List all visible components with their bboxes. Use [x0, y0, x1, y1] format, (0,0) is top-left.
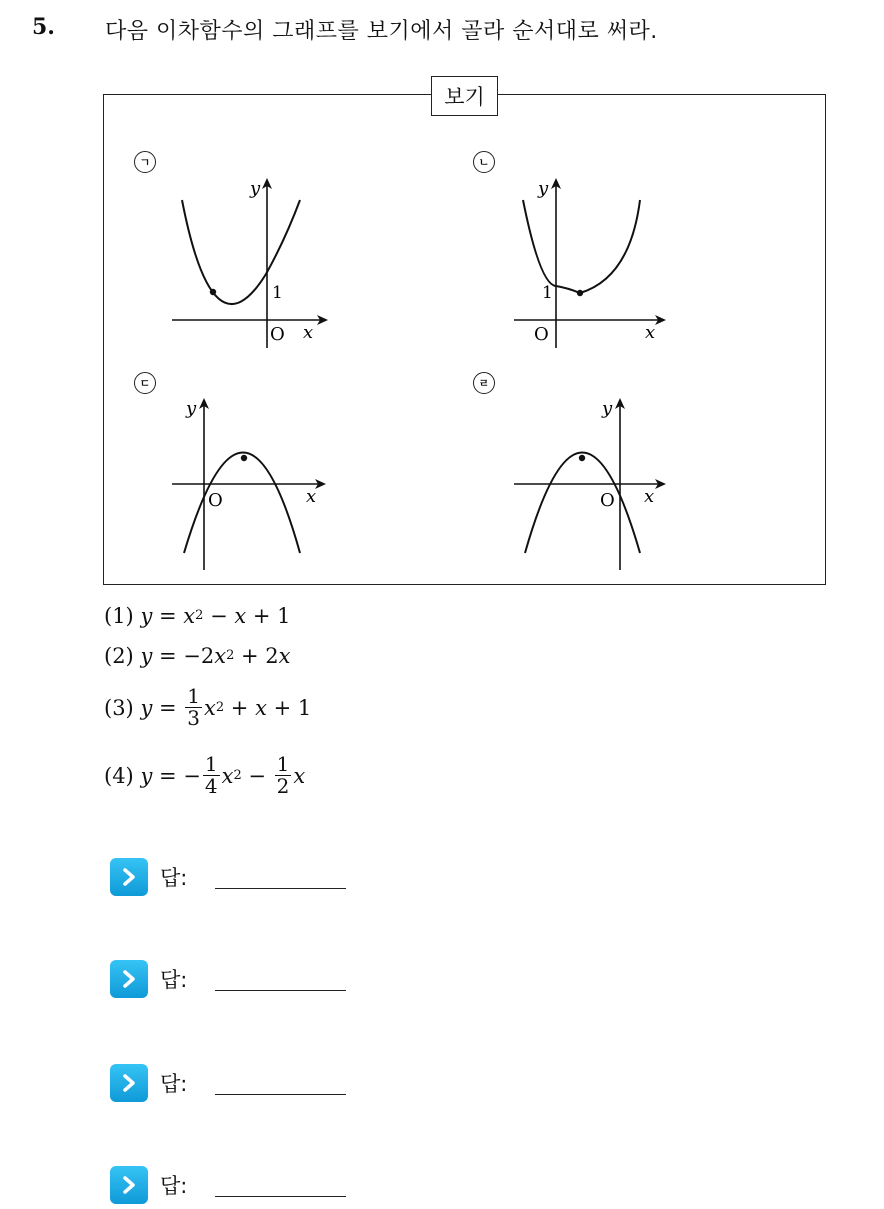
origin-label: O	[270, 324, 285, 345]
equation-number: (3)	[104, 695, 134, 720]
chevron-right-icon	[110, 960, 148, 998]
question-text: 다음 이차함수의 그래프를 보기에서 골라 순서대로 써라.	[105, 19, 658, 44]
question-number: 5.	[32, 14, 55, 40]
answer-blank[interactable]	[215, 1094, 346, 1095]
equation-number: (1)	[104, 604, 134, 628]
graph-b	[500, 170, 680, 355]
graph-d	[500, 390, 680, 575]
y-intercept-label: 1	[272, 283, 283, 303]
x-axis-label: x	[645, 322, 656, 343]
vertex-point	[241, 455, 247, 461]
fraction: $\frac{1}{4}$	[204, 752, 218, 798]
graph-label-c: ㄷ	[134, 372, 156, 394]
y-axis-label: y	[186, 398, 197, 419]
answer-label: 답:	[160, 866, 188, 890]
chevron-right-icon	[110, 858, 148, 896]
answer-row-1	[110, 858, 187, 896]
graph-c	[160, 390, 340, 575]
graph-label-d: ㄹ	[473, 372, 495, 394]
graph-a	[160, 170, 340, 355]
fraction: $\frac{1}{2}$	[276, 752, 290, 798]
vertex-point	[577, 290, 583, 296]
answer-blank[interactable]	[215, 990, 346, 991]
origin-label: O	[600, 490, 615, 511]
parabola-curve	[525, 453, 640, 554]
vertex-point	[210, 289, 216, 295]
answer-blank[interactable]	[215, 1196, 346, 1197]
answer-row-2	[110, 960, 187, 998]
equation-3: (3) y = $\frac{1}{3}$ x 2 + x + 1	[104, 684, 312, 730]
parabola-curve	[523, 200, 640, 293]
equation-number: (2)	[104, 644, 134, 668]
origin-label: O	[208, 490, 223, 511]
answer-label: 답:	[160, 1072, 188, 1096]
answer-label: 답:	[160, 968, 188, 992]
equation-2: (2) y = −2 x 2 + 2 x	[104, 644, 291, 668]
y-intercept-label: 1	[542, 283, 553, 303]
fraction: $\frac{1}{3}$	[187, 684, 200, 730]
answer-row-4	[110, 1166, 187, 1204]
x-axis-label: x	[644, 486, 655, 507]
y-axis-label: y	[250, 178, 261, 199]
chevron-right-icon	[110, 1166, 148, 1204]
answer-row-3	[110, 1064, 187, 1102]
answer-blank[interactable]	[215, 888, 346, 889]
equation-number: (4)	[104, 763, 134, 788]
answer-label: 답:	[160, 1174, 188, 1198]
parabola-curve	[184, 453, 300, 554]
chevron-right-icon	[110, 1064, 148, 1102]
equation-1: (1) y = x 2 − x + 1	[104, 604, 291, 628]
x-axis-label: x	[306, 486, 317, 507]
equation-4: (4) y = − $\frac{1}{4}$ x 2 − $\frac{1}{2}$ x	[104, 752, 306, 798]
x-axis-label: x	[303, 322, 314, 343]
y-axis-label: y	[602, 398, 613, 419]
graph-label-b: ㄴ	[473, 151, 495, 173]
vertex-point	[579, 455, 585, 461]
y-axis-label: y	[538, 178, 549, 199]
origin-label: O	[534, 324, 549, 345]
example-box-title: 보기	[431, 76, 498, 116]
graph-label-a: ㄱ	[134, 151, 156, 173]
